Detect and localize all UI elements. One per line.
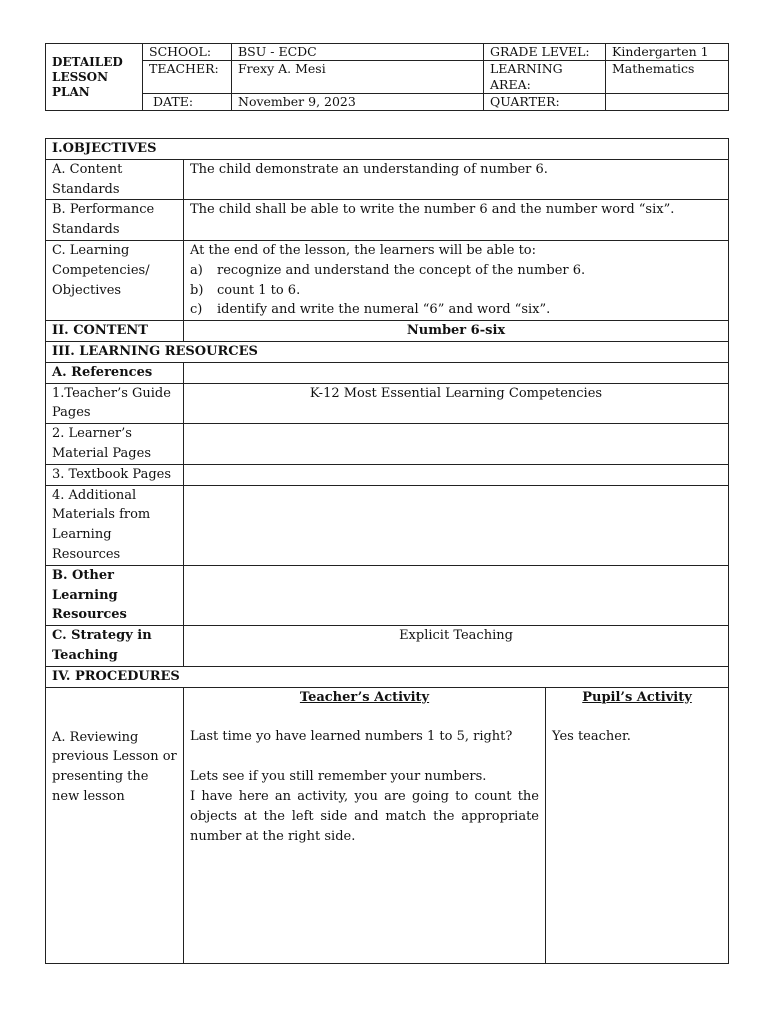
date-label: DATE: (143, 94, 232, 111)
list-item: a) recognize and understand the concept of the number 6. (190, 262, 586, 278)
teacher-activity-p3: I have here an activity, you are going to count the objects at the left side and match the appropriate number at the right side. (190, 788, 539, 844)
content-standards-text: The child demonstrate an understanding of number 6. (184, 159, 729, 200)
content-standards-label: A. Content Standards (46, 159, 184, 200)
teacher-value: Frexy A. Mesi (232, 61, 484, 94)
references-label: A. References (46, 362, 184, 383)
learning-area-value: Mathematics (606, 61, 729, 94)
document-title: DETAILED LESSON PLAN (46, 44, 143, 111)
grade-level-label: GRADE LEVEL: (484, 44, 606, 61)
learner-material-label: 2. Learner’s Material Pages (46, 424, 184, 465)
lesson-plan-table (45, 138, 729, 964)
teacher-activity-cell (184, 687, 546, 963)
list-item: b) count 1 to 6. (190, 282, 301, 298)
pupil-activity-p1: Yes teacher. (552, 729, 631, 745)
textbook-label: 3. Textbook Pages (46, 464, 184, 485)
learning-competencies-cell (184, 240, 729, 320)
performance-standards-label: B. Performance Standards (46, 200, 184, 241)
content-label: II. CONTENT (46, 321, 184, 342)
strategy-value: Explicit Teaching (184, 626, 729, 667)
strategy-label: C. Strategy in Teaching (46, 626, 184, 667)
procedure-step-cell (46, 687, 184, 963)
pupil-activity-cell (546, 687, 729, 963)
procedures-heading: IV. PROCEDURES (46, 666, 729, 687)
other-resources-value (184, 565, 729, 625)
objectives-heading: I.OBJECTIVES (46, 139, 729, 160)
teacher-label: TEACHER: (143, 61, 232, 94)
teacher-activity-p2: Lets see if you still remember your numbers. (190, 769, 487, 785)
learning-area-label: LEARNING AREA: (484, 61, 606, 94)
date-value: November 9, 2023 (232, 94, 484, 111)
school-label: SCHOOL: (143, 44, 232, 61)
references-value (184, 362, 729, 383)
teacher-guide-label: 1.Teacher’s Guide Pages (46, 383, 184, 424)
content-value: Number 6-six (184, 321, 729, 342)
competencies-intro: At the end of the lesson, the learners will be able to: (190, 242, 536, 258)
teacher-activity-p1: Last time yo have learned numbers 1 to 5, right? (190, 729, 513, 745)
teacher-guide-value: K-12 Most Essential Learning Competencies (184, 383, 729, 424)
additional-materials-value (184, 485, 729, 565)
list-item: c) identify and write the numeral “6” and word “six”. (190, 302, 551, 318)
textbook-value (184, 464, 729, 485)
learner-material-value (184, 424, 729, 465)
procedure-step-label: A. Reviewing previous Lesson or presenting the new lesson (52, 729, 177, 804)
teacher-activity-heading: Teacher’s Activity (299, 689, 430, 705)
grade-level-value: Kindergarten 1 (606, 44, 729, 61)
performance-standards-text: The child shall be able to write the number 6 and the number word “six”. (184, 200, 729, 241)
additional-materials-label: 4. Additional Materials from Learning Resources (46, 485, 184, 565)
other-resources-label: B. Other Learning Resources (46, 565, 184, 625)
quarter-label: QUARTER: (484, 94, 606, 111)
competencies-list (190, 261, 722, 320)
school-value: BSU - ECDC (232, 44, 484, 61)
pupil-activity-heading: Pupil’s Activity (582, 689, 692, 705)
learning-competencies-label: C. Learning Competencies/ Objectives (46, 240, 184, 320)
learning-resources-heading: III. LEARNING RESOURCES (46, 341, 729, 362)
header-table (45, 43, 729, 111)
quarter-value (606, 94, 729, 111)
